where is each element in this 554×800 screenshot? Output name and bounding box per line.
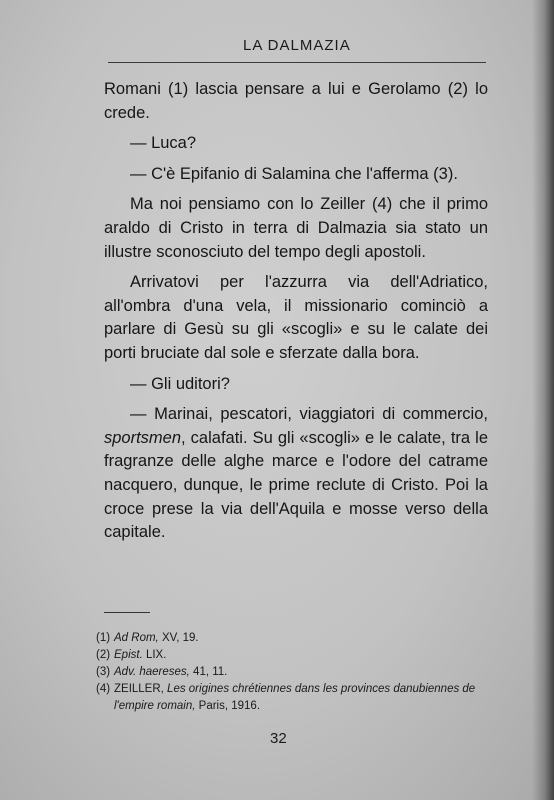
footnote-4 — [96, 681, 480, 715]
footnote-1-ref: XV, 19. — [158, 632, 199, 644]
paragraph-1: Romani (1) lascia pensare a lui e Gerolamo (2) lo crede. — [104, 80, 488, 122]
footnote-3 — [96, 664, 480, 681]
footnote-rule — [104, 612, 150, 613]
footnote-4-author: ZEILLER, — [114, 683, 164, 695]
body-text — [104, 78, 488, 552]
footnote-1-number: (1) — [96, 632, 111, 644]
paragraph-7-end: , calafati. Su gli «scogli» e le calate, tra le fragranze delle alghe marce e l'odore del catrame nacquero, dunque, le prime reclute di Cristo. Poi la croce prese la via dell'Aquila e mosse verso della capitale. — [104, 428, 488, 542]
footnote-3-ref: 41, 11. — [189, 666, 228, 678]
paragraph-7-start: — Marinai, pescatori, viaggiatori di commercio, — [130, 405, 488, 424]
paragraph-7-italic: sportsmen — [104, 428, 182, 447]
paragraph-4: Ma noi pensiamo con lo Zeiller (4) che il primo araldo di Cristo in terra di Dalmazia sia stato un illustre sconosciuto del tempo degli apostoli. — [104, 195, 488, 261]
header-rule — [108, 62, 486, 63]
footnote-2-number: (2) — [96, 649, 111, 661]
footnote-3-number: (3) — [96, 666, 111, 678]
footnote-3-title: Adv. haereses, — [114, 666, 190, 678]
footnote-1-title: Ad Rom, — [114, 632, 159, 644]
paragraph-6: — Gli uditori? — [130, 374, 230, 393]
footnote-1 — [96, 630, 480, 647]
page-number: 32 — [270, 730, 287, 747]
footnote-2 — [96, 647, 480, 664]
footnote-4-number: (4) — [96, 683, 111, 695]
footnote-4-title: Les origines chrétiennes dans les provinces danubiennes de l'empire romain, — [114, 683, 476, 712]
footnote-2-title: Epist. — [114, 649, 143, 661]
page-edge-shadow — [532, 0, 554, 800]
running-head: LA DALMAZIA — [243, 37, 351, 54]
paragraph-7 — [104, 403, 488, 545]
footnote-4-ref: Paris, 1916. — [195, 700, 261, 712]
paragraph-5: Arrivatovi per l'azzurra via dell'Adriatico, all'ombra d'una vela, il missionario cominciò a parlare di Gesù su gli «scogli» e su le calate dei porti bruciate dal sole e sferzate dalla bora. — [104, 273, 488, 362]
paragraph-3: — C'è Epifanio di Salamina che l'afferma (3). — [130, 164, 458, 183]
paragraph-2: — Luca? — [130, 134, 197, 153]
footnote-2-ref: LIX. — [142, 649, 167, 661]
footnotes — [96, 630, 480, 715]
